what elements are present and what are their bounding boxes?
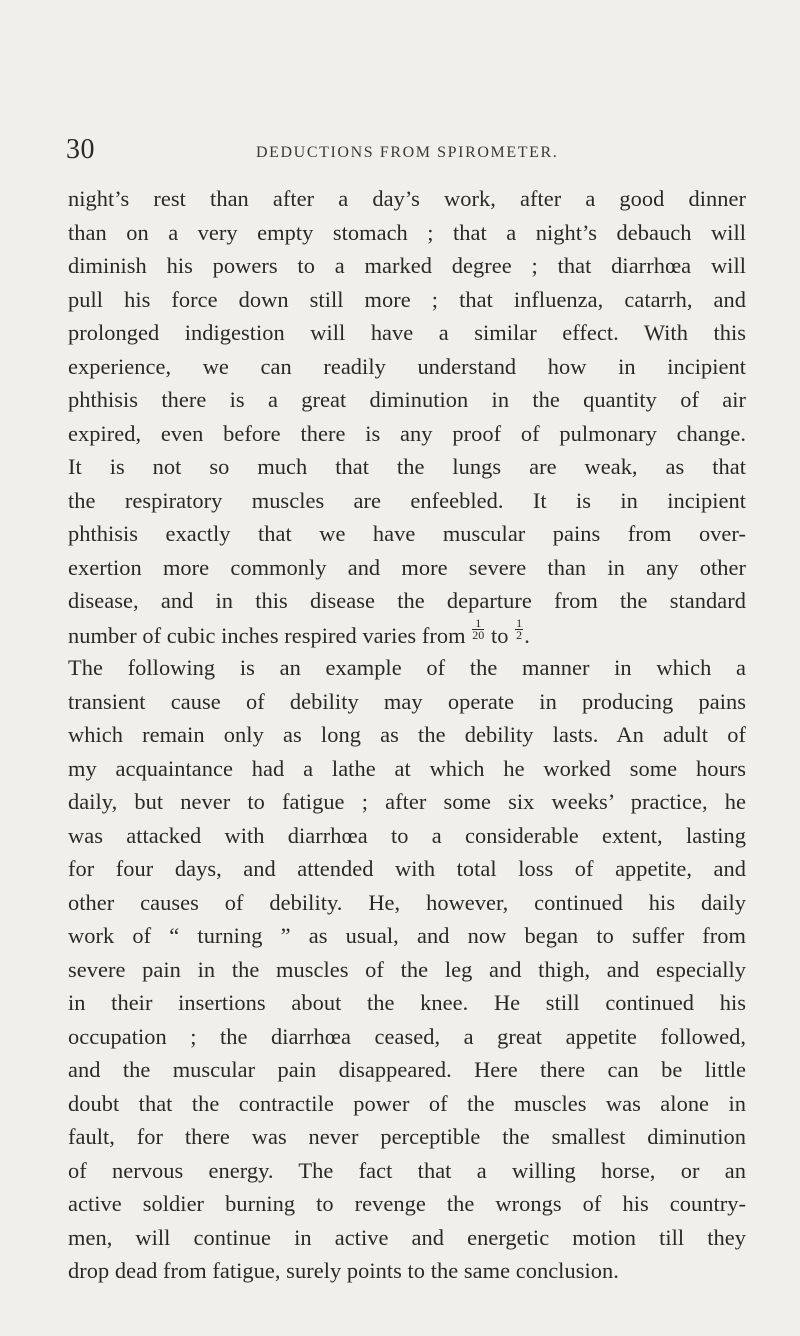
fraction-numerator: 1 — [472, 618, 484, 630]
text-line: work of “ turning ” as usual, and now began to suffer from — [68, 923, 746, 948]
fraction-line-before: number of cubic inches respired varies from — [68, 622, 472, 648]
fraction-one-half — [515, 615, 523, 642]
text-line: than on a very empty stomach ; that a night’s debauch will — [68, 219, 746, 245]
text-line: disease, and in this disease the departure from the standard — [68, 588, 746, 613]
text-line: of nervous energy. The fact that a willing horse, or an — [68, 1157, 746, 1183]
text-line: daily, but never to fatigue ; after some six weeks’ practice, he — [68, 789, 746, 814]
text-line: expired, even before there is any proof of pulmonary change. — [68, 420, 746, 446]
text-line: transient cause of debility may operate in producing pains — [68, 688, 746, 714]
text-line: was attacked with diarrhœa to a considerable extent, lasting — [68, 822, 746, 848]
text-line: experience, we can readily understand how in incipient — [68, 353, 746, 379]
fraction-numerator: 1 — [516, 615, 523, 630]
text-line: phthisis there is a great diminution in the quantity of air — [68, 387, 746, 412]
fraction-denominator: 20 — [472, 627, 485, 642]
fraction-line-middle: to — [485, 622, 515, 648]
text-line: drop dead from fatigue, surely points to the same conclusion. — [68, 1258, 619, 1283]
text-line: It is not so much that the lungs are weak, as that — [68, 454, 746, 479]
text-line: phthisis exactly that we have muscular pains from over- — [68, 521, 746, 546]
page-header — [66, 136, 766, 176]
text-line-with-fractions — [68, 615, 746, 652]
text-line: and the muscular pain disappeared. Here there can be little — [68, 1057, 746, 1082]
fraction-one-twentieth — [472, 615, 485, 642]
text-line: The following is an example of the manner in which a — [68, 655, 746, 680]
text-line: men, will continue in active and energetic motion till they — [68, 1224, 746, 1250]
text-line: diminish his powers to a marked degree ; that diarrhœa will — [68, 253, 746, 278]
text-line: which remain only as long as the debility lasts. An adult of — [68, 722, 746, 747]
text-line: night’s rest than after a day’s work, after a good dinner — [68, 186, 746, 211]
text-line: active soldier burning to revenge the wrongs of his country- — [68, 1191, 746, 1216]
text-line: occupation ; the diarrhœa ceased, a great appetite followed, — [68, 1023, 746, 1049]
text-line: exertion more commonly and more severe than in any other — [68, 554, 746, 580]
text-line: other causes of debility. He, however, continued his daily — [68, 889, 746, 915]
text-line: fault, for there was never perceptible the smallest diminution — [68, 1124, 746, 1149]
text-line: for four days, and attended with total loss of appetite, and — [68, 856, 746, 881]
text-line: severe pain in the muscles of the leg and thigh, and especially — [68, 956, 746, 982]
text-line: the respiratory muscles are enfeebled. It is in incipient — [68, 487, 746, 513]
body-text — [68, 182, 746, 1288]
text-line: pull his force down still more ; that influenza, catarrh, and — [68, 286, 746, 312]
text-line: doubt that the contractile power of the muscles was alone in — [68, 1090, 746, 1116]
text-line: in their insertions about the knee. He still continued his — [68, 990, 746, 1015]
text-line: my acquaintance had a lathe at which he worked some hours — [68, 755, 746, 781]
fraction-line-after: . — [524, 622, 530, 648]
fraction-denominator: 2 — [516, 627, 523, 642]
page-number: 30 — [66, 134, 95, 165]
running-head: DEDUCTIONS FROM SPIROMETER. — [256, 144, 559, 161]
text-line: prolonged indigestion will have a similar effect. With this — [68, 320, 746, 345]
